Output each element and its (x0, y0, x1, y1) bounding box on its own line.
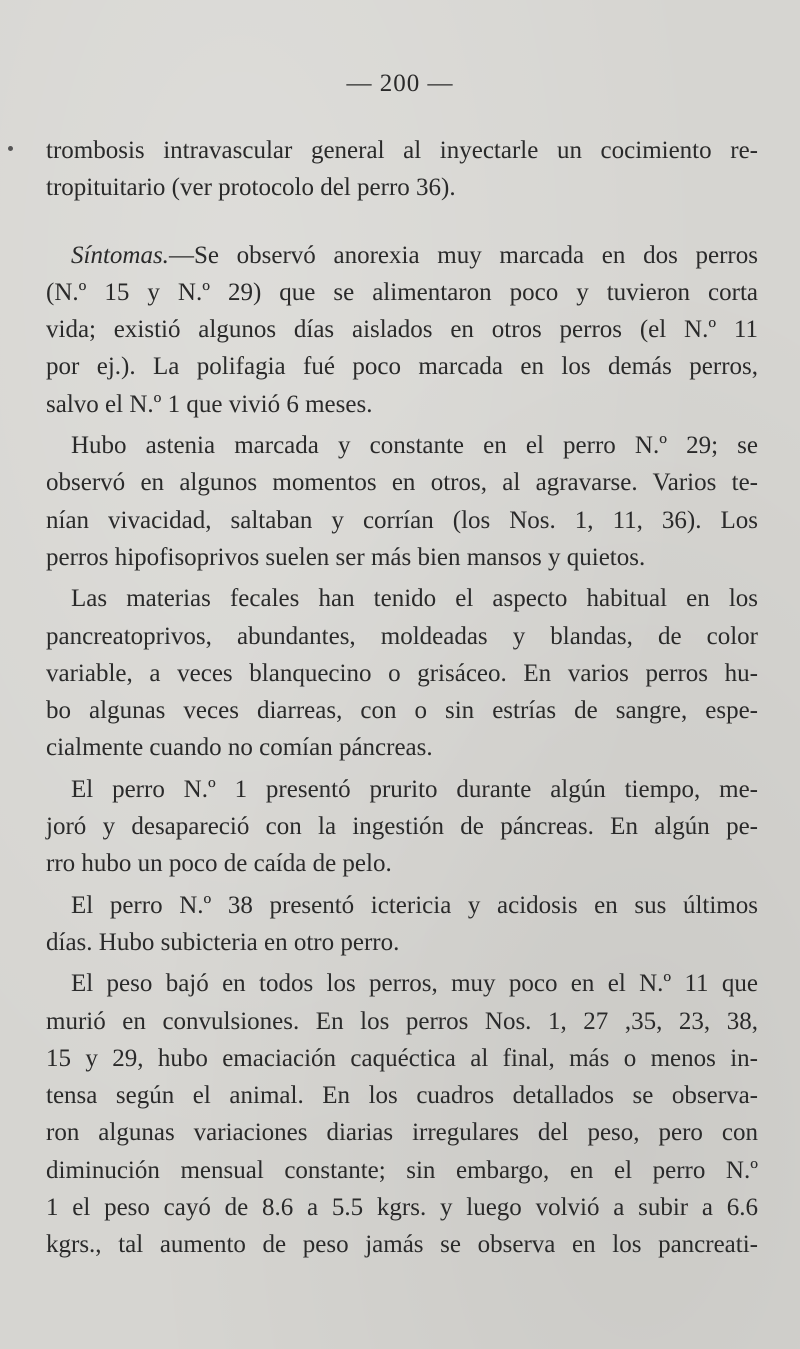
paragraph-sintomas (46, 237, 758, 423)
text-line: trombosis intravascular general al inyectarle un cocimiento re- (46, 137, 758, 164)
text-line: tropituitario (ver protocolo del perro 36). (46, 174, 456, 202)
text-line: bo algunas veces diarreas, con o sin estrías de sangre, espe- (46, 697, 758, 725)
text-line-first: Síntomas.—Se observó anorexia muy marcada en dos perros (71, 241, 758, 269)
text-line: Las materias fecales han tenido el aspecto habitual en los (71, 585, 758, 613)
text-line: por ej.). La polifagia fué poco marcada en los demás perros, (46, 353, 758, 381)
text-line: rro hubo un poco de caída de pelo. (46, 850, 392, 878)
text-line: vida; existió algunos días aislados en otros perros (el N.º 11 (46, 316, 758, 344)
paragraph (46, 580, 758, 766)
text-line: El perro N.º 38 presentó ictericia y acidosis en sus últimos (71, 891, 758, 919)
paragraph (46, 132, 758, 207)
text-line: salvo el N.º 1 que vivió 6 meses. (46, 390, 373, 418)
text-line: nían vivacidad, saltaban y corrían (los Nos. 1, 11, 36). Los (46, 506, 758, 534)
text-line: Hubo astenia marcada y constante en el perro N.º 29; se (71, 432, 758, 460)
text-line: diminución mensual constante; sin embargo, en el perro N.º (46, 1156, 758, 1184)
text-line: variable, a veces blanquecino o grisáceo. En varios perros hu- (46, 659, 758, 687)
text-line: ron algunas variaciones diarias irregulares del peso, pero con (46, 1119, 758, 1147)
page-number: — 200 — (346, 70, 454, 97)
paragraph (46, 965, 758, 1263)
body-text (46, 132, 758, 1264)
paragraph (46, 427, 758, 576)
text-line: perros hipofisoprivos suelen ser más bien mansos y quietos. (46, 543, 646, 571)
text-line: joró y desapareció con la ingestión de páncreas. En algún pe- (46, 813, 758, 841)
text-line: tensa según el animal. En los cuadros detallados se observa- (46, 1082, 758, 1110)
text-line: días. Hubo subicteria en otro perro. (46, 928, 400, 956)
margin-dot (8, 146, 13, 151)
paragraph (46, 771, 758, 883)
text-line: El peso bajó en todos los perros, muy poco en el N.º 11 que (71, 970, 758, 998)
text-line: 15 y 29, hubo emaciación caquéctica al final, más o menos in- (46, 1044, 758, 1072)
section-heading: Síntomas. (71, 241, 169, 269)
paragraph (46, 887, 758, 962)
text-line: cialmente cuando no comían páncreas. (46, 734, 433, 762)
text-line: pancreatoprivos, abundantes, moldeadas y blandas, de color (46, 622, 758, 650)
text-line: observó en algunos momentos en otros, al agravarse. Varios te- (46, 469, 758, 497)
text-line: murió en convulsiones. En los perros Nos. 1, 27 ,35, 23, 38, (46, 1007, 758, 1035)
text-line: kgrs., tal aumento de peso jamás se observa en los pancreati- (46, 1231, 758, 1259)
text-line: (N.º 15 y N.º 29) que se alimentaron poco y tuvieron corta (46, 278, 758, 306)
text-line: 1 el peso cayó de 8.6 a 5.5 kgrs. y luego volvió a subir a 6.6 (46, 1194, 758, 1222)
text-line: El perro N.º 1 presentó prurito durante algún tiempo, me- (71, 775, 758, 803)
